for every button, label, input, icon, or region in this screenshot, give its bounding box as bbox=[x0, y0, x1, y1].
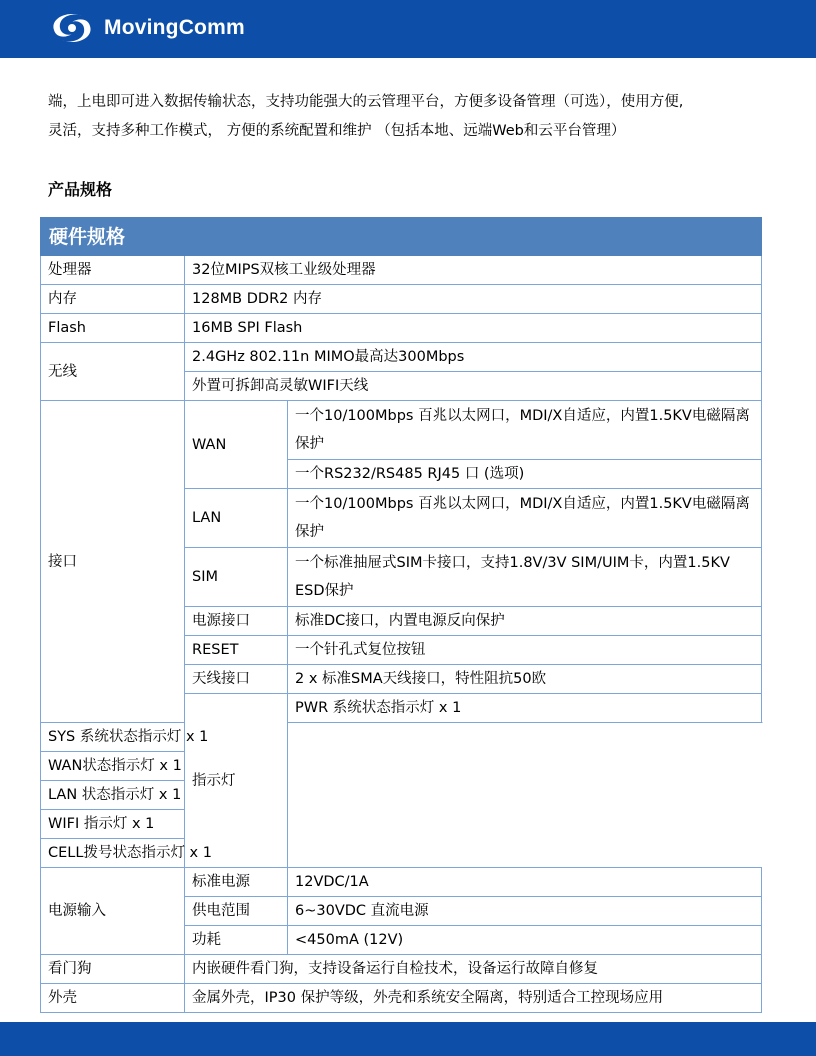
row-value: 一个针孔式复位按钮 bbox=[288, 636, 762, 665]
row-value: 2.4GHz 802.11n MIMO最高达300Mbps bbox=[185, 343, 762, 372]
row-label: 内存 bbox=[41, 285, 185, 314]
table-row bbox=[41, 723, 762, 752]
table-row bbox=[41, 285, 762, 314]
brand-logo bbox=[46, 8, 245, 48]
sub-label: WAN bbox=[185, 401, 288, 489]
header-bar bbox=[0, 0, 816, 58]
row-label: 处理器 bbox=[41, 256, 185, 285]
brand-name: MovingComm bbox=[104, 16, 245, 39]
row-value: PWR 系统状态指示灯 x 1 bbox=[288, 694, 762, 723]
row-value: LAN 状态指示灯 x 1 bbox=[41, 781, 288, 810]
row-label: 看门狗 bbox=[41, 955, 185, 984]
intro-line: 灵活，支持多种工作模式， 方便的系统配置和维护 （包括本地、远端Web和云平台管理） bbox=[48, 123, 626, 139]
row-value: CELL拨号状态指示灯 x 1 bbox=[41, 839, 288, 868]
row-value: WIFI 指示灯 x 1 bbox=[41, 810, 288, 839]
row-value: 16MB SPI Flash bbox=[185, 314, 762, 343]
row-value: 32位MIPS双核工业级处理器 bbox=[185, 256, 762, 285]
row-value: 12VDC/1A bbox=[288, 868, 762, 897]
footer-bar bbox=[0, 1022, 816, 1056]
hardware-spec-table bbox=[40, 217, 762, 1013]
table-row bbox=[41, 781, 762, 810]
table-row bbox=[41, 955, 762, 984]
table-row bbox=[41, 401, 762, 460]
row-label: 电源输入 bbox=[41, 868, 185, 955]
sub-label: RESET bbox=[185, 636, 288, 665]
sub-label: 天线接口 bbox=[185, 665, 288, 694]
table-row bbox=[41, 343, 762, 372]
row-value: 一个标准抽屉式SIM卡接口，支持1.8V/3V SIM/UIM卡，内置1.5KV ESD保护 bbox=[288, 548, 762, 607]
table-row bbox=[41, 752, 762, 781]
sub-label: LAN bbox=[185, 489, 288, 548]
sub-label: SIM bbox=[185, 548, 288, 607]
intro-line: 端，上电即可进入数据传输状态，支持功能强大的云管理平台，方便多设备管理（可选），使用方便, bbox=[48, 94, 684, 110]
row-value: <450mA (12V) bbox=[288, 926, 762, 955]
row-value: 金属外壳，IP30 保护等级，外壳和系统安全隔离，特别适合工控现场应用 bbox=[185, 984, 762, 1013]
row-label: 接口 bbox=[41, 401, 185, 723]
table-row bbox=[41, 810, 762, 839]
row-label: 指示灯 bbox=[185, 694, 288, 868]
row-value: 标准DC接口，内置电源反向保护 bbox=[288, 607, 762, 636]
row-value: 6~30VDC 直流电源 bbox=[288, 897, 762, 926]
sub-label: 标准电源 bbox=[185, 868, 288, 897]
row-value: WAN状态指示灯 x 1 bbox=[41, 752, 288, 781]
section-title: 产品规格 bbox=[48, 180, 113, 199]
swirl-logo-icon bbox=[46, 8, 98, 48]
table-row bbox=[41, 314, 762, 343]
intro-paragraph bbox=[48, 88, 778, 146]
table-row bbox=[41, 839, 762, 868]
row-label: 无线 bbox=[41, 343, 185, 401]
row-label: 外壳 bbox=[41, 984, 185, 1013]
row-value: 一个10/100Mbps 百兆以太网口，MDI/X自适应，内置1.5KV电磁隔离保护 bbox=[288, 489, 762, 548]
sub-label: 电源接口 bbox=[185, 607, 288, 636]
row-value: 2 x 标准SMA天线接口，特性阻抗50欧 bbox=[288, 665, 762, 694]
sub-label: 功耗 bbox=[185, 926, 288, 955]
row-label: Flash bbox=[41, 314, 185, 343]
table-row bbox=[41, 984, 762, 1013]
row-value: 一个RS232/RS485 RJ45 口 (选项) bbox=[288, 460, 762, 489]
table-row bbox=[41, 868, 762, 897]
row-value: 一个10/100Mbps 百兆以太网口，MDI/X自适应，内置1.5KV电磁隔离保护 bbox=[288, 401, 762, 460]
table-title-row bbox=[41, 218, 762, 256]
table-row bbox=[41, 256, 762, 285]
row-value: 128MB DDR2 内存 bbox=[185, 285, 762, 314]
table-title: 硬件规格 bbox=[41, 218, 762, 256]
sub-label: 供电范围 bbox=[185, 897, 288, 926]
row-value: SYS 系统状态指示灯 x 1 bbox=[41, 723, 288, 752]
row-value: 内嵌硬件看门狗，支持设备运行自检技术，设备运行故障自修复 bbox=[185, 955, 762, 984]
row-value: 外置可拆卸高灵敏WIFI天线 bbox=[185, 372, 762, 401]
